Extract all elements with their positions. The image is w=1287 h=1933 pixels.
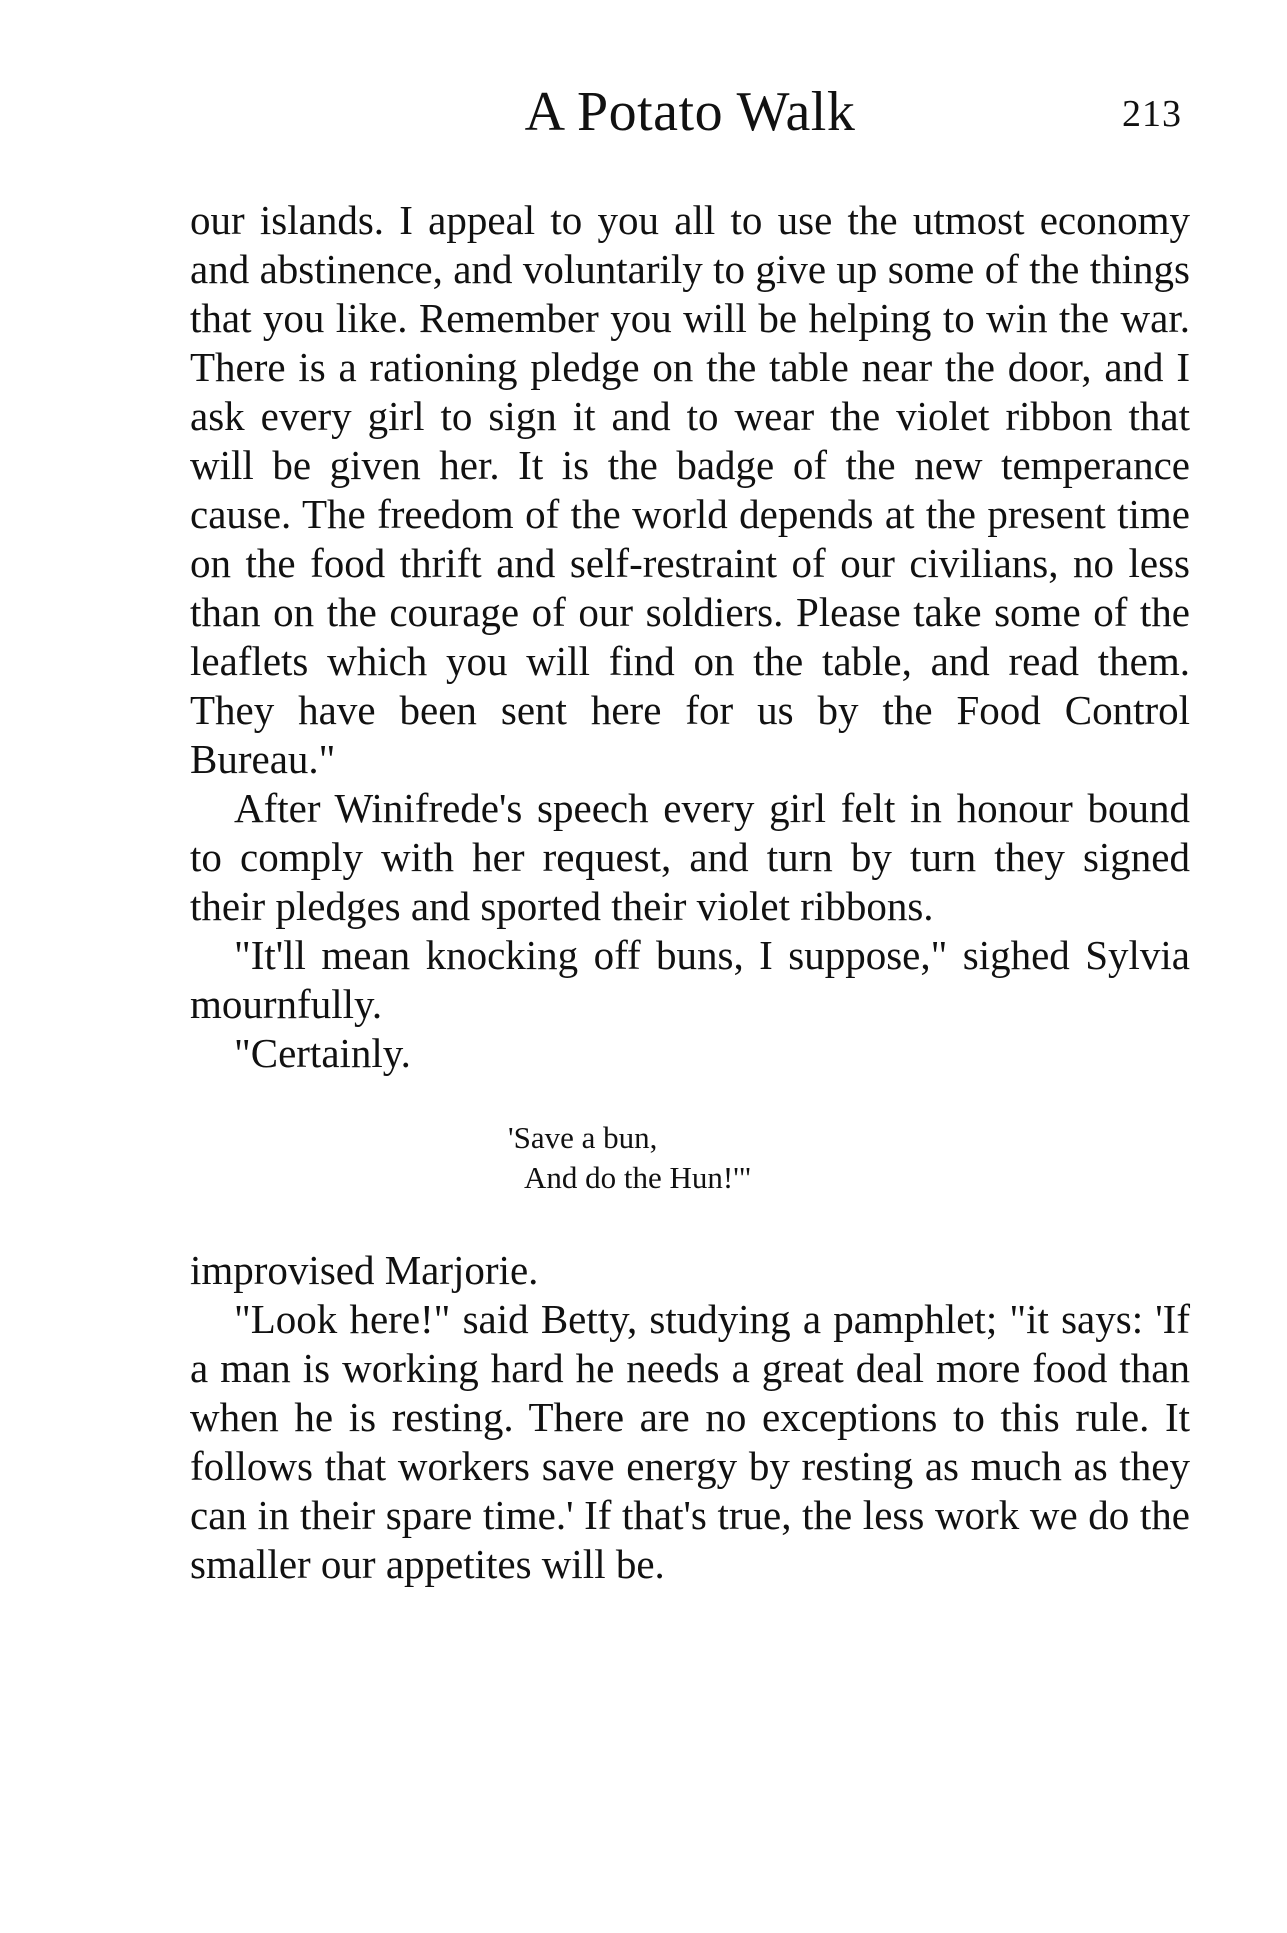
paragraph-continued: our islands. I appeal to you all to use the utmost economy and abstinence, and voluntarily to give up some of the things that you like. Remember you will be helping to win the war. There is a rationing pledge on the table near the door, and I ask every girl to sign it and to wear the violet ribbon that will be given her. It is the badge of the new temperance cause. The freedom of the world depends at the present time on the food thrift and self-restraint of our civilians, no less than on the courage of our soldiers. Please take some of the leaflets which you will find on the table, and read them. They have been sent here for us by the Food Control Bureau." — [190, 197, 1190, 782]
paragraph-winifrede: After Winifrede's speech every girl felt in honour bound to comply with her request, and turn by turn they signed their pledges and sported their violet ribbons. — [190, 785, 1190, 929]
body-text — [190, 196, 1190, 1589]
paragraph-improvised: improvised Marjorie. — [190, 1247, 539, 1293]
verse-line-1: 'Save a bun, — [508, 1120, 658, 1155]
paragraph-betty: "Look here!" said Betty, studying a pamphlet; "it says: 'If a man is working hard he needs a great deal more food than when he is resting. There are no exceptions to this rule. It follows that workers save energy by resting as much as they can in their spare time.' If that's true, the less work we do the smaller our appetites will be. — [190, 1296, 1190, 1587]
page-number: 213 — [1122, 93, 1182, 135]
page-header — [190, 82, 1190, 152]
verse — [190, 1118, 1190, 1198]
running-title: A Potato Walk — [524, 81, 856, 143]
book-page — [190, 82, 1190, 1882]
paragraph-certainly: "Certainly. — [234, 1030, 411, 1076]
paragraph-sylvia: "It'll mean knocking off buns, I suppose," sighed Sylvia mournfully. — [190, 932, 1190, 1027]
verse-line-2: And do the Hun!'" — [524, 1160, 752, 1195]
